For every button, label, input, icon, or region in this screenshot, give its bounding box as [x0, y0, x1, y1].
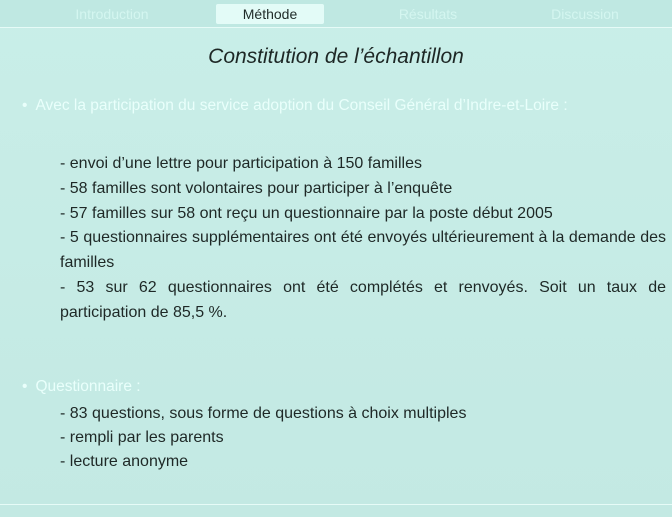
list-item: - 53 sur 62 questionnaires ont été complétés et renvoyés. Soit un taux de participation de 85,5 %.: [60, 278, 666, 321]
section-heading-participation: [22, 94, 658, 118]
tab-resultats[interactable]: Résultats: [398, 6, 458, 22]
section-heading-questionnaire: [22, 375, 658, 399]
section-heading-text: Questionnaire :: [35, 378, 141, 395]
list-item: - lecture anonyme: [60, 453, 189, 470]
bullet-icon: •: [22, 97, 28, 114]
list-item: - 5 questionnaires supplémentaires ont été envoyés ultérieurement à la demande des familles: [60, 229, 666, 272]
list-item: - 57 familles sur 58 ont reçu un questionnaire par la poste début 2005: [60, 204, 553, 222]
slide-title: Constitution de l’échantillon: [208, 45, 464, 68]
list-item: - 83 questions, sous forme de questions à choix multiples: [60, 405, 467, 422]
section-heading-text: Avec la participation du service adoption du Conseil Général d’Indre-et-Loire :: [35, 97, 568, 114]
bullet-icon: •: [22, 378, 28, 395]
list-item: - rempli par les parents: [60, 429, 224, 446]
questionnaire-list: [60, 402, 666, 474]
bottom-divider: [0, 504, 672, 505]
list-item: - envoi d’une lettre pour participation à 150 familles: [60, 155, 422, 172]
tab-discussion[interactable]: Discussion: [551, 6, 619, 22]
tab-methode[interactable]: Méthode: [216, 4, 324, 24]
list-item: - 58 familles sont volontaires pour participer à l’enquête: [60, 179, 453, 197]
section-tab-bar: [0, 0, 672, 28]
participation-list: [60, 152, 666, 326]
tab-introduction[interactable]: Introduction: [75, 6, 149, 22]
